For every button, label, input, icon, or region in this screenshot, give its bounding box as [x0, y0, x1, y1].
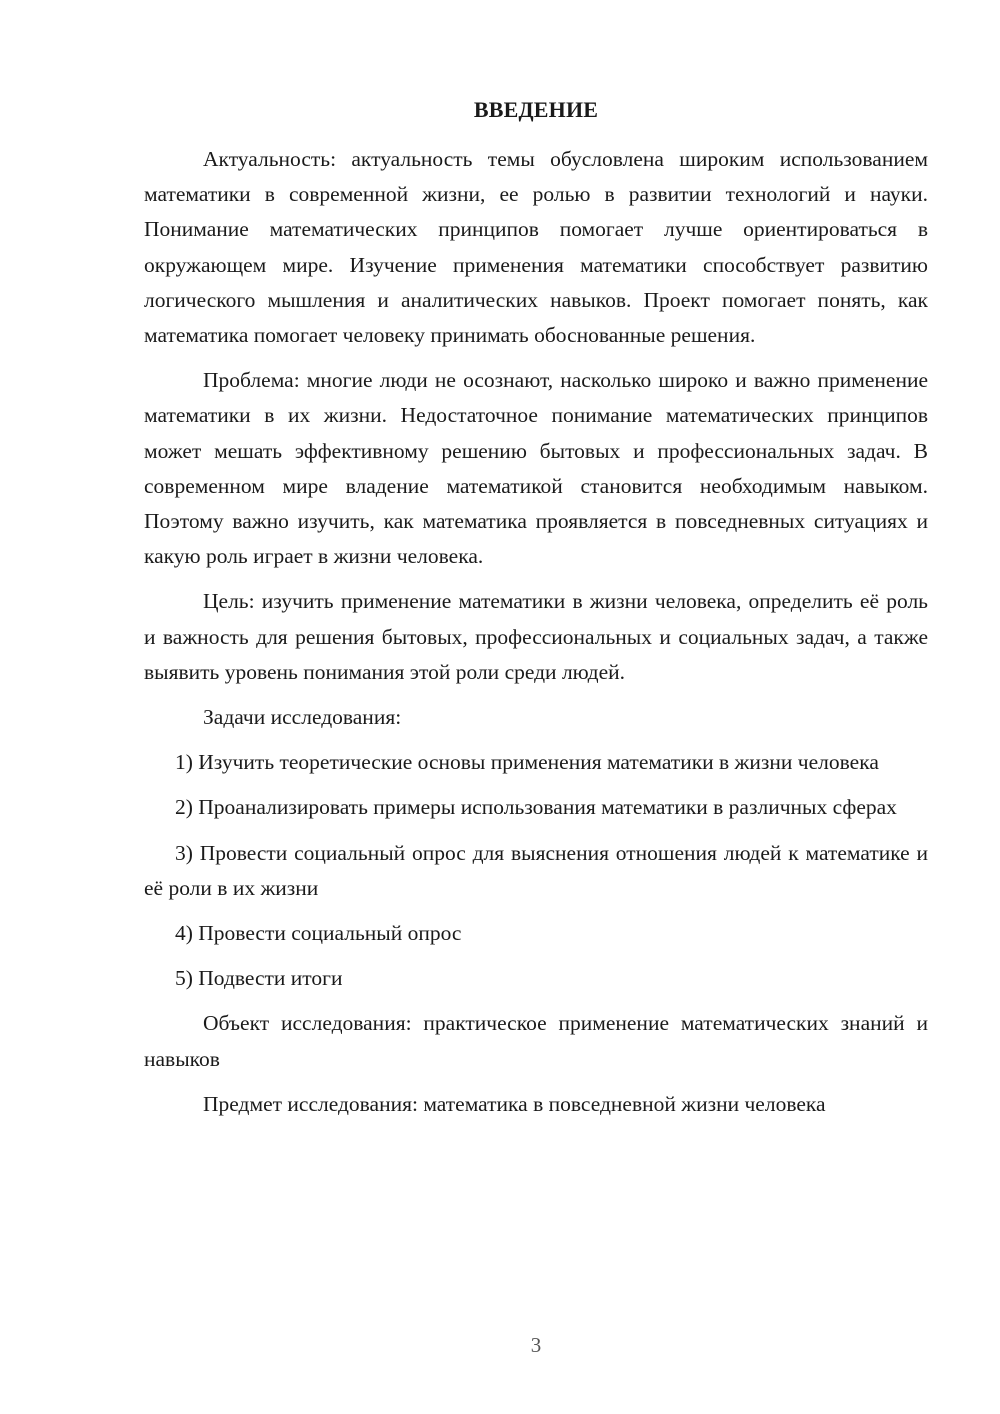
paragraph-subject: Предмет исследования: математика в повседневной жизни человека: [203, 1091, 826, 1116]
page-number: 3: [530, 1333, 542, 1357]
task-item-2: 2) Проанализировать примеры использования математики в различных сферах: [175, 795, 897, 820]
document-page: [144, 92, 928, 1132]
section-title: ВВЕДЕНИЕ: [473, 97, 599, 122]
task-item-3: 3) Провести социальный опрос для выяснения отношения людей к математике и её роли в их жизни: [144, 840, 928, 900]
tasks-heading: Задачи исследования:: [203, 705, 402, 730]
paragraph-goal: Цель: изучить применение математики в жизни человека, определить её роль и важность для решения бытовых, профессиональных и социальных задач, а также выявить уровень понимания этой роли среди людей.: [144, 589, 928, 684]
paragraph-object: Объект исследования: практическое применение математических знаний и навыков: [144, 1011, 928, 1071]
task-item-1: 1) Изучить теоретические основы применения математики в жизни человека: [175, 750, 879, 775]
task-item-5: 5) Подвести итоги: [175, 966, 343, 991]
paragraph-problem: Проблема: многие люди не осознают, насколько широко и важно применение математики в их жизни. Недостаточное понимание математических принципов может мешать эффективному решению бытовых и профессиональных задач. В современном мире владение математикой становится необходимым навыком. Поэтому важно изучить, как математика проявляется в повседневных ситуациях и какую роль играет в жизни человека.: [144, 368, 928, 569]
paragraph-relevance: Актуальность: актуальность темы обусловлена широким использованием математики в современной жизни, ее ролью в развитии технологий и науки. Понимание математических принципов помогает лучше ориентироваться в окружающем мире. Изучение применения математики способствует развитию логического мышления и аналитических навыков. Проект помогает понять, как математика помогает человеку принимать обоснованные решения.: [144, 147, 928, 348]
task-item-4: 4) Провести социальный опрос: [175, 921, 462, 946]
